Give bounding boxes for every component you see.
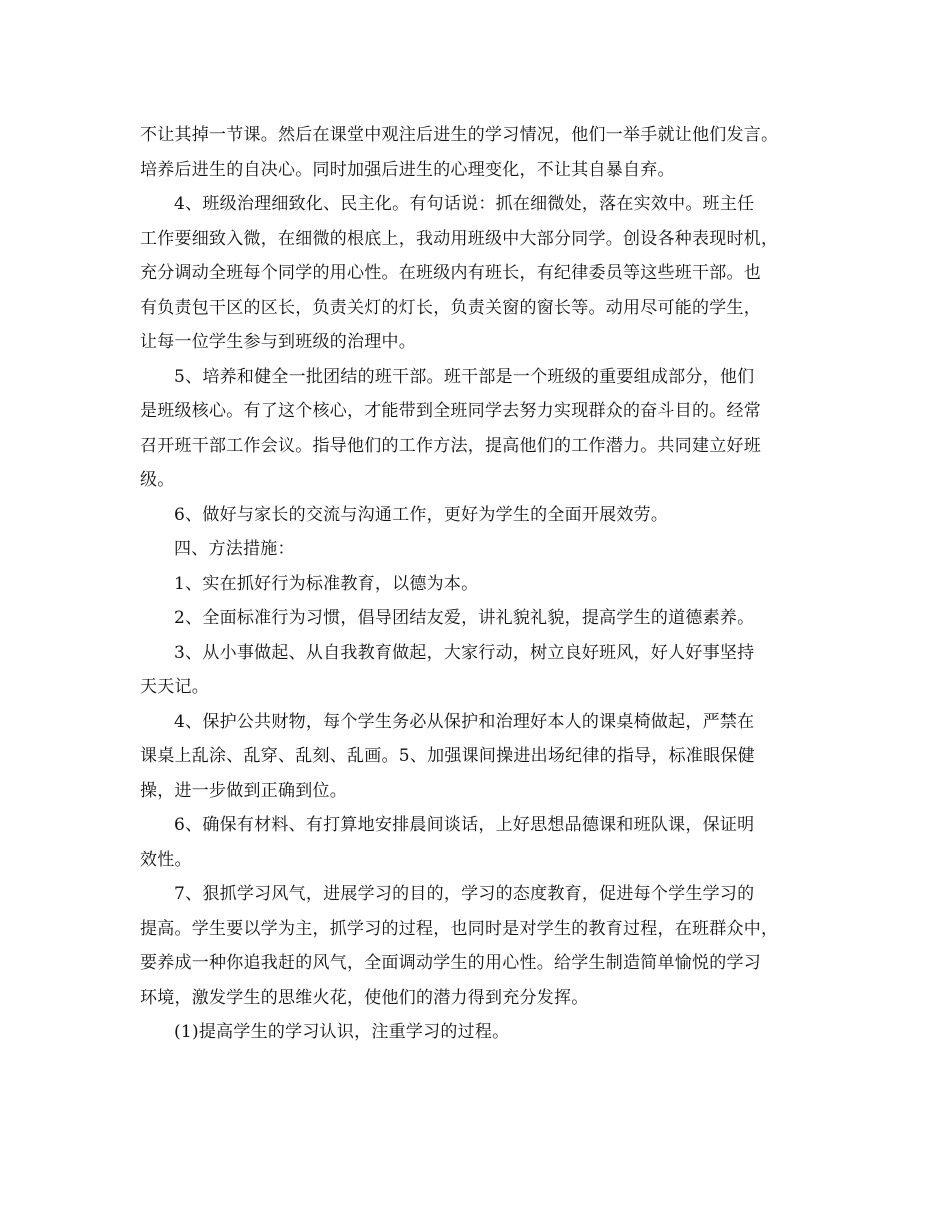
text-line: 2、全面标准行为习惯，倡导团结友爱，讲礼貌礼貌，提高学生的道德素养。 (174, 608, 755, 628)
text-line: 7、狠抓学习风气，进展学习的目的，学习的态度教育，促进每个学生学习的 (174, 884, 755, 904)
text-line: 充分调动全班每个同学的用心性。在班级内有班长，有纪律委员等这些班干部。也 (140, 263, 761, 283)
text-line: 不让其掉一节课。然后在课堂中观注后进生的学习情况，他们一举手就让他们发言。 (140, 125, 779, 145)
text-line: 让每一位学生参与到班级的治理中。 (140, 332, 416, 352)
text-line: 6、做好与家长的交流与沟通工作，更好为学生的全面开展效劳。 (174, 504, 669, 525)
text-line: 5、培养和健全一批团结的班干部。班干部是一个班级的重要组成部分，他们 (174, 366, 755, 387)
text-line: 4、保护公共财物，每个学生务必从保护和治理好本人的课桌椅做起，严禁在 (174, 711, 755, 732)
text-line: 6、确保有材料、有打算地安排晨间谈话，上好思想品德课和班队课，保证明 (174, 815, 755, 835)
text-line: (1)提高学生的学习认识，注重学习的过程。 (174, 1022, 510, 1042)
text-line: 培养后进生的自决心。同时加强后进生的心理变化，不让其自暴自弃。 (140, 159, 675, 180)
text-line: 课桌上乱涂、乱穿、乱刻、乱画。5、加强课间操进出场纪律的指导，标准眼保健 (140, 746, 755, 766)
text-line: 四、方法措施： (174, 539, 295, 559)
document-body (140, 118, 840, 1050)
text-line: 环境，激发学生的思维火花，使他们的潜力得到充分发挥。 (140, 987, 589, 1008)
text-line: 级。 (140, 470, 175, 490)
text-line: 工作要细致入微，在细微的根底上，我动用班级中大部分同学。创设各种表现时机， (140, 228, 779, 249)
text-line: 操，进一步做到正确到位。 (140, 780, 347, 801)
text-line: 召开班干部工作会议。指导他们的工作方法，提高他们的工作潜力。共同建立好班 (140, 435, 761, 456)
text-line: 3、从小事做起、从自我教育做起，大家行动，树立良好班风，好人好事坚持 (174, 642, 755, 663)
text-line: 1、实在抓好行为标准教育，以德为本。 (174, 573, 479, 594)
text-line: 4、班级治理细致化、民主化。有句话说：抓在细微处，落在实效中。班主任 (174, 194, 755, 214)
text-line: 效性。 (140, 849, 192, 870)
text-line: 有负责包干区的区长，负责关灯的灯长，负责关窗的窗长等。动用尽可能的学生， (140, 297, 761, 318)
text-line: 提高。学生要以学为主，抓学习的过程，也同时是对学生的教育过程，在班群众中， (140, 918, 779, 939)
text-line: 是班级核心。有了这个核心，才能带到全班同学去努力实现群众的奋斗目的。经常 (140, 401, 761, 421)
text-line: 天天记。 (140, 677, 209, 697)
text-line: 要养成一种你追我赶的风气，全面调动学生的用心性。给学生制造简单愉悦的学习 (140, 953, 761, 973)
